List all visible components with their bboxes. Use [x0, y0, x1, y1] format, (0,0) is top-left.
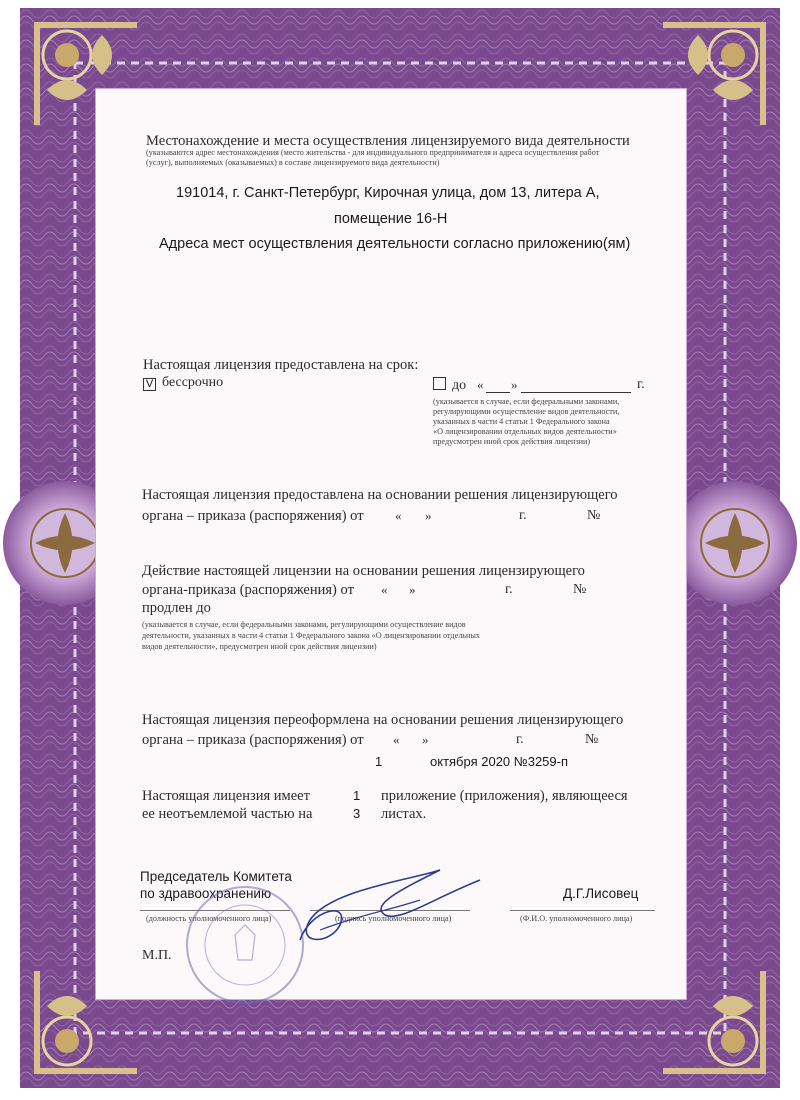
signer-position-line2: по здравоохранению	[140, 886, 272, 901]
term-note-line5: предусмотрен иной срок действия лицензии)	[433, 437, 591, 446]
signer-name: Д.Г.Лисовец	[563, 886, 639, 901]
basis-line1: Настоящая лицензия предоставлена на основании решения лицензирующего	[142, 487, 618, 503]
reissue-line2: органа – приказа (распоряжения) от	[142, 732, 364, 748]
appendix-line1-b: приложение (приложения), являющееся	[381, 788, 628, 804]
basis-quote-close: »	[425, 508, 432, 523]
reissue-line1: Настоящая лицензия переоформлена на основании решения лицензирующего	[142, 712, 624, 728]
extension-quote-open: «	[381, 582, 388, 597]
indefinite-label: бессрочно	[162, 375, 224, 390]
until-month-line	[521, 392, 631, 393]
extension-quote-close: »	[409, 582, 416, 597]
extension-year: г.	[505, 582, 513, 597]
extension-note-line2: деятельности, указанных в части 4 статьи 1 Федерального закона «О лицензировании отдельных	[142, 631, 481, 640]
until-year: г.	[637, 377, 645, 392]
basis-year: г.	[519, 508, 527, 523]
name-line	[510, 910, 655, 911]
caption-signature: (подпись уполномоченного лица)	[335, 914, 452, 923]
basis-quote-open: «	[395, 508, 402, 523]
reissue-year: г.	[516, 732, 524, 747]
address-line2: помещение 16-Н	[334, 211, 448, 227]
reissue-quote-open: «	[393, 732, 400, 747]
appendix-sheets: 3	[353, 806, 361, 821]
until-quote-open: «	[477, 377, 484, 392]
term-note-line1: (указывается в случае, если федеральными законами,	[433, 397, 620, 406]
reissue-quote-close: »	[422, 732, 429, 747]
until-checkbox	[433, 377, 446, 390]
address-line3: Адреса мест осуществления деятельности согласно приложению(ям)	[159, 236, 631, 252]
caption-name: (Ф.И.О. уполномоченного лица)	[520, 914, 633, 923]
extension-line3: продлен до	[142, 600, 211, 616]
extension-note-line1: (указывается в случае, если федеральными законами, регулирующими осуществление видов	[142, 620, 466, 629]
location-note-line1: (указываются адрес местонахождения (место жительства - для индивидуального предпринимателя и адреса осуществления работ	[146, 148, 600, 157]
reissue-day: 1	[375, 754, 383, 769]
term-note-line2: регулирующими осуществление видов деятельности,	[433, 407, 620, 416]
extension-note-line3: видов деятельности», предусмотрен иной срок действия лицензии)	[142, 642, 377, 651]
term-heading: Настоящая лицензия предоставлена на срок:	[143, 357, 419, 373]
seal-place-label: М.П.	[142, 948, 172, 963]
appendix-line2-b: листах.	[381, 806, 427, 822]
location-heading: Местонахождение и места осуществления лицензируемого вида деятельности	[146, 133, 630, 149]
until-day-line	[486, 392, 510, 393]
right-rosette-icon	[670, 478, 800, 608]
term-note-line4: «О лицензировании отдельных видов деятельности»	[433, 427, 617, 436]
reissue-month-year-number: октября 2020 №3259-п	[430, 754, 569, 769]
until-quote-close: »	[511, 377, 518, 392]
term-note-line3: указанных в части 4 статьи 1 Федерального закона	[433, 417, 610, 426]
until-prefix: до	[452, 378, 467, 393]
signer-position-line1: Председатель Комитета	[140, 869, 292, 884]
reissue-number-sign: №	[585, 732, 599, 747]
extension-line1: Действие настоящей лицензии на основании решения лицензирующего	[142, 563, 585, 579]
caption-position: (должность уполномоченного лица)	[146, 914, 272, 923]
basis-line2: органа – приказа (распоряжения) от	[142, 508, 364, 524]
appendix-count: 1	[353, 788, 361, 803]
location-note-line2: (услуг), выполняемых (оказываемых) в составе лицензируемого вида деятельности)	[146, 158, 440, 167]
basis-number-sign: №	[587, 508, 601, 523]
extension-line2: органа-приказа (распоряжения) от	[142, 582, 354, 598]
address-line1: 191014, г. Санкт-Петербург, Кирочная улица, дом 13, литера А,	[176, 185, 600, 201]
term-until-option	[433, 377, 466, 394]
handwritten-signature-icon	[290, 860, 490, 950]
term-indefinite-option	[143, 375, 223, 391]
extension-number-sign: №	[573, 582, 587, 597]
appendix-line1-a: Настоящая лицензия имеет	[142, 788, 310, 804]
indefinite-checkbox: V	[143, 378, 156, 391]
appendix-line2-a: ее неотъемлемой частью на	[142, 806, 313, 822]
